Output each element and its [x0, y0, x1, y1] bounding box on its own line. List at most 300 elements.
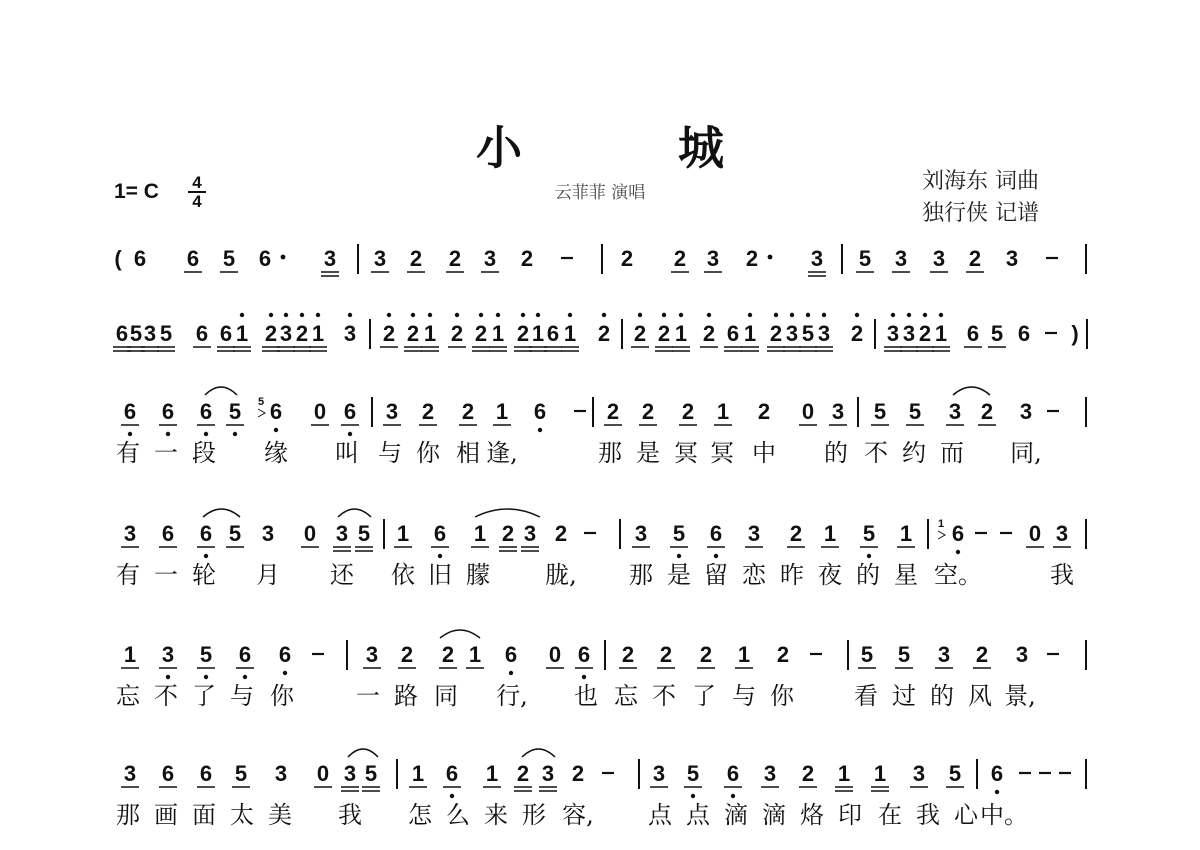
- upper-octave-dot: [923, 313, 927, 317]
- lyric-char: 烙: [800, 801, 824, 829]
- lyric-char: 景,: [1004, 682, 1036, 710]
- note-3: 3: [763, 761, 777, 786]
- note-6: 6: [445, 761, 459, 786]
- note-1: 1: [737, 642, 751, 667]
- note-5: 5: [234, 761, 248, 786]
- upper-octave-dot: [316, 313, 320, 317]
- lyric-char: 怎: [408, 801, 432, 829]
- note-2: 2: [980, 399, 994, 424]
- note-1: 1: [934, 321, 948, 346]
- upper-octave-dot: [284, 313, 288, 317]
- note-6: 6: [161, 521, 175, 546]
- note-3: 3: [785, 321, 799, 346]
- lyric-char: 点: [686, 801, 710, 829]
- lyric-char: 了: [692, 682, 716, 710]
- note-3: 3: [886, 321, 900, 346]
- lyric-char: 忘: [614, 682, 638, 710]
- note-2: 2: [621, 642, 635, 667]
- upper-octave-dot: [822, 313, 826, 317]
- note-): ): [1071, 321, 1079, 346]
- lyric-char: 在: [878, 801, 902, 829]
- note-5: 5: [860, 642, 874, 667]
- note-2: 2: [745, 246, 759, 271]
- note-2: 2: [641, 399, 655, 424]
- note-6: 6: [219, 321, 233, 346]
- lyric-char: 那: [629, 561, 653, 589]
- lower-octave-dot: [691, 794, 695, 798]
- note-3: 3: [279, 321, 293, 346]
- note-3: 3: [343, 761, 357, 786]
- lyric-char: 容,: [562, 801, 594, 829]
- lower-octave-dot: [450, 794, 454, 798]
- note-0: 0: [548, 642, 562, 667]
- lyric-char: 胧,: [545, 561, 577, 589]
- note-1: 1: [311, 321, 325, 346]
- note-6: 6: [1017, 321, 1031, 346]
- lower-octave-dot: [128, 432, 132, 436]
- note-3: 3: [634, 521, 648, 546]
- lyric-char: 不: [652, 682, 676, 710]
- lyric-char: 点: [648, 801, 672, 829]
- note-1: 1: [491, 321, 505, 346]
- grace-note: 1: [937, 518, 945, 530]
- note-6: 6: [951, 521, 965, 546]
- note-3: 3: [706, 246, 720, 271]
- note-2: 2: [409, 246, 423, 271]
- time-signature-top: 4: [192, 173, 202, 192]
- lyric-char: 朦: [466, 561, 490, 589]
- upper-octave-dot: [939, 313, 943, 317]
- lower-octave-dot: [538, 428, 542, 432]
- note-5: 5: [948, 761, 962, 786]
- note-3: 3: [335, 521, 349, 546]
- lyric-char: 你: [770, 682, 794, 710]
- note-1: 1: [411, 761, 425, 786]
- upper-octave-dot: [411, 313, 415, 317]
- note-0: 0: [303, 521, 317, 546]
- note-2: 2: [400, 642, 414, 667]
- lyric-char: 星: [894, 561, 918, 589]
- upper-octave-dot: [855, 313, 859, 317]
- note-2: 2: [421, 399, 435, 424]
- note-1: 1: [563, 321, 577, 346]
- note-3: 3: [274, 761, 288, 786]
- note-5: 5: [672, 521, 686, 546]
- lower-octave-dot: [204, 675, 208, 679]
- note-2: 2: [264, 321, 278, 346]
- note-5: 5: [199, 642, 213, 667]
- lyric-char: 还: [330, 561, 354, 589]
- lower-octave-dot: [677, 554, 681, 558]
- lyric-char: 的: [824, 439, 848, 467]
- note-3: 3: [894, 246, 908, 271]
- upper-octave-dot: [428, 313, 432, 317]
- note-5: 5: [858, 246, 872, 271]
- lower-octave-dot: [204, 432, 208, 436]
- note-6: 6: [533, 399, 547, 424]
- lyric-char: 与: [378, 439, 402, 467]
- lyric-char: 同: [434, 682, 458, 710]
- note-2: 2: [554, 521, 568, 546]
- lyric-char: 你: [416, 439, 440, 467]
- note-5: 5: [862, 521, 876, 546]
- note-2: 2: [776, 642, 790, 667]
- lower-octave-dot: [438, 554, 442, 558]
- note-2: 2: [850, 321, 864, 346]
- upper-octave-dot: [707, 313, 711, 317]
- lyric-char: 段: [192, 439, 216, 467]
- upper-octave-dot: [496, 313, 500, 317]
- lower-octave-dot: [166, 432, 170, 436]
- upper-octave-dot: [387, 313, 391, 317]
- song-title: 小 城: [475, 121, 794, 175]
- note-5: 5: [159, 321, 173, 346]
- grace-mark: [938, 531, 945, 539]
- upper-octave-dot: [748, 313, 752, 317]
- performer-credit: 云菲菲 演唱: [554, 183, 646, 203]
- note-0: 0: [1028, 521, 1042, 546]
- note-6: 6: [726, 761, 740, 786]
- upper-octave-dot: [479, 313, 483, 317]
- lyric-char: 约: [902, 439, 926, 467]
- lyric-char: 留: [704, 561, 728, 589]
- key-signature: 1= C: [114, 180, 159, 203]
- note-2: 2: [659, 642, 673, 667]
- lyric-char: 面: [192, 801, 216, 829]
- note-6: 6: [709, 521, 723, 546]
- lyric-char: 不: [154, 682, 178, 710]
- lyric-char: 了: [192, 682, 216, 710]
- lyric-char: 而: [940, 439, 964, 467]
- upper-octave-dot: [269, 313, 273, 317]
- note-3: 3: [385, 399, 399, 424]
- lyric-char: 风: [968, 682, 992, 710]
- note-5: 5: [908, 399, 922, 424]
- note-6: 6: [546, 321, 560, 346]
- note-3: 3: [1005, 246, 1019, 271]
- tie-slur: [440, 630, 480, 638]
- note-6: 6: [966, 321, 980, 346]
- note-6: 6: [990, 761, 1004, 786]
- upper-octave-dot: [907, 313, 911, 317]
- note-3: 3: [323, 246, 337, 271]
- note-1: 1: [485, 761, 499, 786]
- tie-slur: [348, 749, 378, 757]
- lyric-char: 我: [916, 801, 940, 829]
- lyric-char: 同,: [1010, 439, 1042, 467]
- note-3: 3: [123, 761, 137, 786]
- upper-octave-dot: [806, 313, 810, 317]
- note-1: 1: [235, 321, 249, 346]
- tie-slur: [338, 509, 371, 517]
- note-1: 1: [423, 321, 437, 346]
- note-0: 0: [313, 399, 327, 424]
- note-3: 3: [523, 521, 537, 546]
- lyric-char: 不: [864, 439, 888, 467]
- note-1: 1: [674, 321, 688, 346]
- lower-octave-dot: [995, 790, 999, 794]
- note-3: 3: [1055, 521, 1069, 546]
- lyric-char: 我: [338, 801, 362, 829]
- note-2: 2: [801, 761, 815, 786]
- upper-octave-dot: [662, 313, 666, 317]
- note-3: 3: [1019, 399, 1033, 424]
- lyric-char: 与: [732, 682, 756, 710]
- lower-octave-dot: [714, 554, 718, 558]
- lyric-char: 形: [522, 801, 546, 829]
- note-3: 3: [810, 246, 824, 271]
- note-2: 2: [620, 246, 634, 271]
- note-6: 6: [577, 642, 591, 667]
- note-6: 6: [504, 642, 518, 667]
- lyric-char: 滴: [762, 801, 786, 829]
- lower-octave-dot: [509, 671, 513, 675]
- note-6: 6: [161, 399, 175, 424]
- note-3: 3: [143, 321, 157, 346]
- lyric-char: 的: [930, 682, 954, 710]
- note-5: 5: [129, 321, 143, 346]
- note-0: 0: [316, 761, 330, 786]
- note-3: 3: [365, 642, 379, 667]
- lyric-char: 画: [154, 801, 178, 829]
- lower-octave-dot: [348, 432, 352, 436]
- lyric-char: 有: [116, 561, 140, 589]
- note-5: 5: [364, 761, 378, 786]
- note-2: 2: [295, 321, 309, 346]
- note-5: 5: [897, 642, 911, 667]
- note-2: 2: [516, 761, 530, 786]
- lyric-char: 昨: [780, 561, 804, 589]
- lyric-char: 我: [1050, 561, 1074, 589]
- note-6: 6: [199, 399, 213, 424]
- note-3: 3: [948, 399, 962, 424]
- lyric-char: 滴: [724, 801, 748, 829]
- note-3: 3: [747, 521, 761, 546]
- lower-octave-dot: [283, 671, 287, 675]
- upper-octave-dot: [638, 313, 642, 317]
- note-3: 3: [343, 321, 357, 346]
- note-3: 3: [932, 246, 946, 271]
- lyric-char: 冥: [674, 439, 698, 467]
- lyric-char: 叫: [335, 439, 359, 467]
- lyric-char: 逢,: [486, 439, 518, 467]
- note-1: 1: [495, 399, 509, 424]
- note-5: 5: [990, 321, 1004, 346]
- upper-octave-dot: [891, 313, 895, 317]
- lyric-char: 中: [752, 439, 776, 467]
- lyric-char: 与: [230, 682, 254, 710]
- lyric-char: 看: [854, 682, 878, 710]
- lyric-char: 旧: [428, 561, 452, 589]
- augmentation-dot: [768, 255, 773, 260]
- note-5: 5: [228, 399, 242, 424]
- lower-octave-dot: [867, 554, 871, 558]
- note-6: 6: [195, 321, 209, 346]
- lyric-char: 忘: [116, 682, 140, 710]
- lyric-char: 缘: [264, 439, 288, 467]
- note-3: 3: [831, 399, 845, 424]
- note-6: 6: [115, 321, 129, 346]
- note-3: 3: [902, 321, 916, 346]
- lyric-char: 夜: [818, 561, 842, 589]
- note-2: 2: [501, 521, 515, 546]
- lyric-char: 的: [856, 561, 880, 589]
- note-2: 2: [702, 321, 716, 346]
- note-3: 3: [123, 521, 137, 546]
- lyric-char: 相: [456, 439, 480, 467]
- note-3: 3: [161, 642, 175, 667]
- note-(: (: [114, 246, 122, 271]
- lyric-char: 那: [116, 801, 140, 829]
- lower-octave-dot: [166, 675, 170, 679]
- note-1: 1: [123, 642, 137, 667]
- upper-octave-dot: [679, 313, 683, 317]
- grace-note: 5: [257, 396, 265, 408]
- note-2: 2: [450, 321, 464, 346]
- note-2: 2: [757, 399, 771, 424]
- lyric-char: 一: [154, 561, 178, 589]
- lyric-char: 轮: [192, 561, 216, 589]
- note-2: 2: [474, 321, 488, 346]
- upper-octave-dot: [536, 313, 540, 317]
- lyric-char: 中。: [980, 801, 1028, 829]
- upper-octave-dot: [774, 313, 778, 317]
- tie-slur: [953, 387, 990, 395]
- note-1: 1: [873, 761, 887, 786]
- note-1: 1: [473, 521, 487, 546]
- lyric-char: 依: [391, 561, 415, 589]
- lower-octave-dot: [204, 554, 208, 558]
- note-5: 5: [873, 399, 887, 424]
- note-3: 3: [541, 761, 555, 786]
- note-2: 2: [606, 399, 620, 424]
- note-5: 5: [801, 321, 815, 346]
- note-5: 5: [686, 761, 700, 786]
- lyric-char: 是: [667, 561, 691, 589]
- lyric-char: 一: [154, 439, 178, 467]
- lyric-char: 心: [954, 801, 978, 829]
- note-2: 2: [520, 246, 534, 271]
- lyric-char: 行,: [496, 682, 528, 710]
- note-6: 6: [343, 399, 357, 424]
- note-2: 2: [681, 399, 695, 424]
- note-3: 3: [483, 246, 497, 271]
- lyric-char: 印: [838, 801, 862, 829]
- note-3: 3: [937, 642, 951, 667]
- lyric-char: 美: [268, 801, 292, 829]
- note-6: 6: [433, 521, 447, 546]
- lower-octave-dot: [274, 428, 278, 432]
- note-2: 2: [597, 321, 611, 346]
- note-1: 1: [716, 399, 730, 424]
- note-3: 3: [373, 246, 387, 271]
- note-0: 0: [801, 399, 815, 424]
- lyric-char: 过: [892, 682, 916, 710]
- note-3: 3: [652, 761, 666, 786]
- note-2: 2: [448, 246, 462, 271]
- lyric-char: 也: [574, 682, 598, 710]
- tie-slur: [205, 387, 237, 395]
- note-2: 2: [657, 321, 671, 346]
- note-1: 1: [396, 521, 410, 546]
- note-5: 5: [222, 246, 236, 271]
- lyric-char: 有: [116, 439, 140, 467]
- lyric-char: 一: [356, 682, 380, 710]
- upper-octave-dot: [790, 313, 794, 317]
- note-6: 6: [186, 246, 200, 271]
- lower-octave-dot: [243, 675, 247, 679]
- lyric-char: 么: [446, 801, 470, 829]
- note-5: 5: [357, 521, 371, 546]
- lyric-char: 路: [394, 682, 418, 710]
- lyric-char: 是: [636, 439, 660, 467]
- note-1: 1: [837, 761, 851, 786]
- lyric-char: 你: [270, 682, 294, 710]
- upper-octave-dot: [602, 313, 606, 317]
- note-2: 2: [441, 642, 455, 667]
- note-2: 2: [673, 246, 687, 271]
- lyric-char: 月: [256, 561, 280, 589]
- tie-slur: [522, 749, 555, 757]
- lyric-char: 太: [230, 801, 254, 829]
- note-2: 2: [406, 321, 420, 346]
- lower-octave-dot: [233, 432, 237, 436]
- note-2: 2: [975, 642, 989, 667]
- note-6: 6: [161, 761, 175, 786]
- note-6: 6: [199, 521, 213, 546]
- note-2: 2: [699, 642, 713, 667]
- note-6: 6: [258, 246, 272, 271]
- upper-octave-dot: [240, 313, 244, 317]
- upper-octave-dot: [455, 313, 459, 317]
- note-2: 2: [461, 399, 475, 424]
- lyric-char: 来: [484, 801, 508, 829]
- note-2: 2: [633, 321, 647, 346]
- note-1: 1: [899, 521, 913, 546]
- note-6: 6: [199, 761, 213, 786]
- note-1: 1: [823, 521, 837, 546]
- note-6: 6: [269, 399, 283, 424]
- time-signature-bottom: 4: [192, 192, 202, 211]
- note-2: 2: [571, 761, 585, 786]
- note-1: 1: [468, 642, 482, 667]
- upper-octave-dot: [300, 313, 304, 317]
- lyric-char: 空。: [934, 561, 982, 589]
- augmentation-dot: [281, 255, 286, 260]
- lower-octave-dot: [731, 794, 735, 798]
- upper-octave-dot: [521, 313, 525, 317]
- lyricist-composer-credit: 刘海东 词曲: [922, 169, 1039, 194]
- lyric-char: 那: [598, 439, 622, 467]
- note-6: 6: [133, 246, 147, 271]
- note-5: 5: [228, 521, 242, 546]
- note-2: 2: [918, 321, 932, 346]
- note-2: 2: [516, 321, 530, 346]
- lyric-char: 冥: [710, 439, 734, 467]
- upper-octave-dot: [348, 313, 352, 317]
- grace-mark: [258, 409, 265, 417]
- note-3: 3: [261, 521, 275, 546]
- note-2: 2: [382, 321, 396, 346]
- note-6: 6: [278, 642, 292, 667]
- note-2: 2: [789, 521, 803, 546]
- note-1: 1: [531, 321, 545, 346]
- lower-octave-dot: [582, 675, 586, 679]
- lower-octave-dot: [956, 550, 960, 554]
- lyric-char: 恋: [742, 561, 766, 589]
- note-3: 3: [1015, 642, 1029, 667]
- note-2: 2: [968, 246, 982, 271]
